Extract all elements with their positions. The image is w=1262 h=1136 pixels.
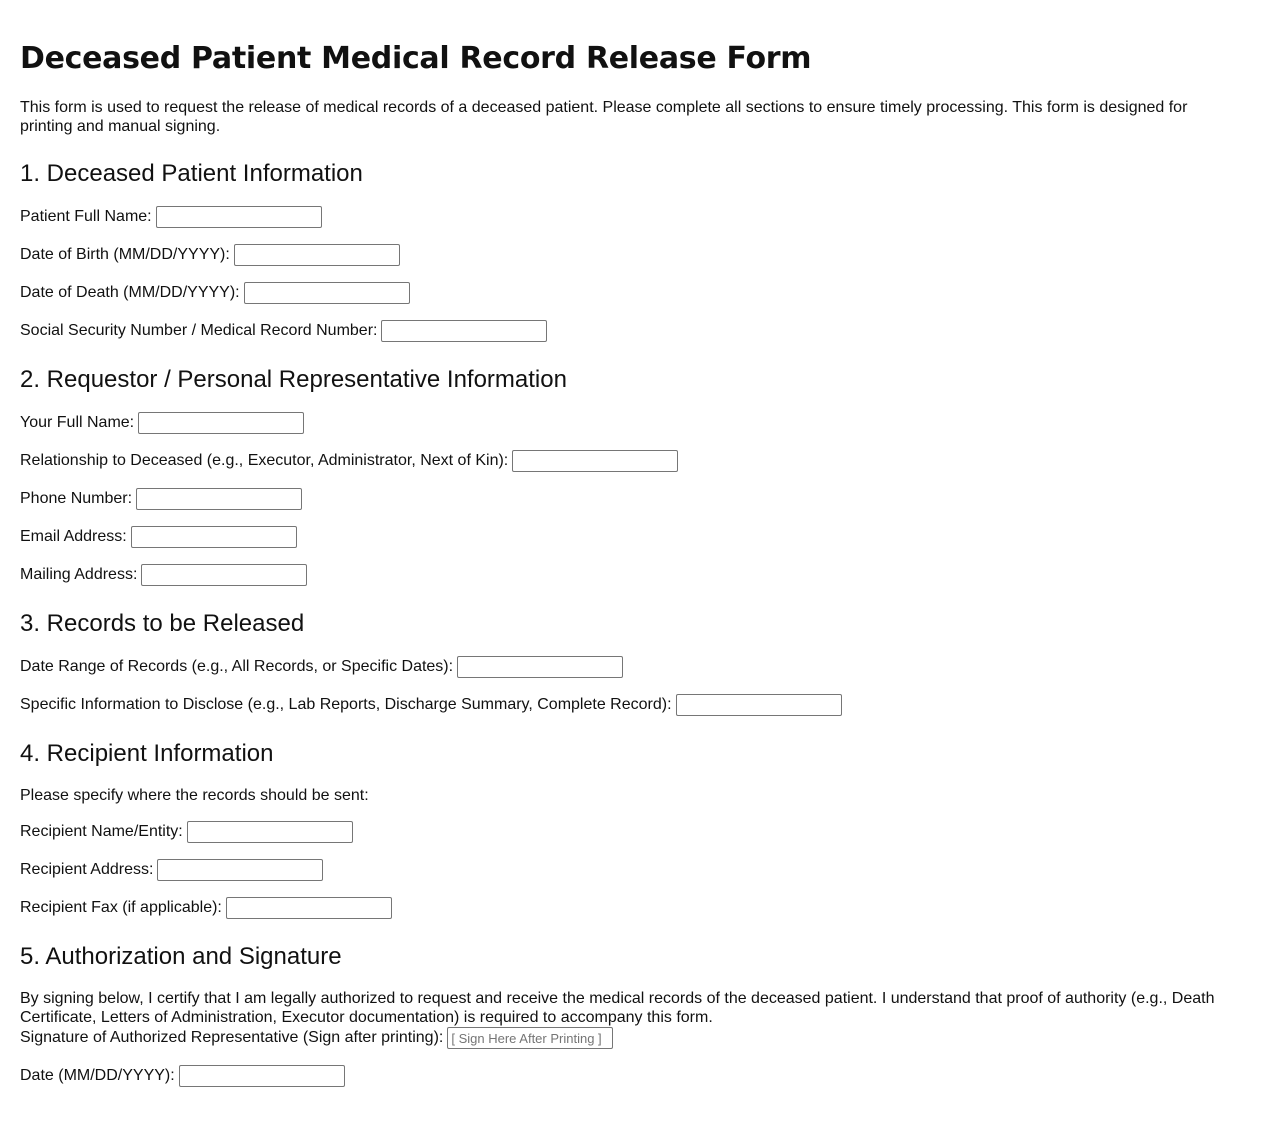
section-heading-requestor: 2. Requestor / Personal Representative Information (20, 366, 567, 393)
dod-label: Date of Death (MM/DD/YYYY): (20, 284, 240, 301)
requestor-name-input[interactable] (138, 412, 304, 434)
section-records (20, 610, 1242, 716)
patient-name-input[interactable] (156, 206, 322, 228)
recipient-name-input[interactable] (187, 821, 353, 843)
recipient-fax-input[interactable] (226, 897, 392, 919)
field-row-date-range (20, 656, 1242, 678)
section-requestor-info (20, 366, 1242, 586)
specific-info-label: Specific Information to Disclose (e.g., Lab Reports, Discharge Summary, Complete Record): (20, 696, 672, 713)
dob-input[interactable] (234, 244, 400, 266)
sign-date-input[interactable] (179, 1065, 345, 1087)
recipient-fax-label: Recipient Fax (if applicable): (20, 899, 222, 916)
field-row-dob (20, 244, 1242, 266)
email-label: Email Address: (20, 528, 127, 545)
recipient-name-label: Recipient Name/Entity: (20, 823, 183, 840)
field-row-recipient-name (20, 821, 1242, 843)
section-heading-recipient: 4. Recipient Information (20, 740, 274, 767)
recipient-note: Please specify where the records should be sent: (20, 787, 369, 804)
requestor-name-label: Your Full Name: (20, 414, 135, 431)
field-row-phone (20, 488, 1242, 510)
date-range-input[interactable] (457, 656, 623, 678)
phone-label: Phone Number: (20, 490, 133, 507)
field-row-recipient-address (20, 859, 1242, 881)
section-heading-patient: 1. Deceased Patient Information (20, 160, 363, 187)
field-row-patient-name (20, 206, 1242, 228)
section-recipient (20, 740, 1242, 919)
section-authorization (20, 943, 1242, 1087)
field-row-sign-date (20, 1065, 1242, 1087)
mailing-label: Mailing Address: (20, 566, 138, 583)
authorization-statement: By signing below, I certify that I am legally authorized to request and receive the medical records of the deceased patient. I understand that proof of authority (e.g., Death Certificate, Letters of Administration, Executor documentation) is required to accompany this form. (20, 990, 1215, 1026)
sign-date-label: Date (MM/DD/YYYY): (20, 1067, 175, 1084)
ssn-mrn-input[interactable] (381, 320, 547, 342)
section-patient-info (20, 160, 1242, 342)
section-heading-records: 3. Records to be Released (20, 610, 305, 637)
relationship-label: Relationship to Deceased (e.g., Executor, Administrator, Next of Kin): (20, 452, 509, 469)
email-input[interactable] (131, 526, 297, 548)
specific-info-input[interactable] (676, 694, 842, 716)
signature-label: Signature of Authorized Representative (Sign after printing): (20, 1029, 444, 1046)
field-row-recipient-fax (20, 897, 1242, 919)
field-row-signature (20, 1027, 1242, 1049)
dob-label: Date of Birth (MM/DD/YYYY): (20, 246, 230, 263)
field-row-dod (20, 282, 1242, 304)
patient-name-label: Patient Full Name: (20, 208, 152, 225)
relationship-input[interactable] (512, 450, 678, 472)
ssn-mrn-label: Social Security Number / Medical Record Number: (20, 322, 378, 339)
recipient-address-input[interactable] (157, 859, 323, 881)
section-heading-authorization: 5. Authorization and Signature (20, 943, 342, 970)
mailing-input[interactable] (141, 564, 307, 586)
field-row-specific-info (20, 694, 1242, 716)
field-row-email (20, 526, 1242, 548)
field-row-ssn-mrn (20, 320, 1242, 342)
field-row-mailing (20, 564, 1242, 586)
dod-input[interactable] (244, 282, 410, 304)
field-row-requestor-name (20, 412, 1242, 434)
field-row-relationship (20, 450, 1242, 472)
page-title: Deceased Patient Medical Record Release Form (20, 41, 812, 76)
recipient-address-label: Recipient Address: (20, 861, 154, 878)
intro-text: This form is used to request the release of medical records of a deceased patient. Please complete all sections to ensure timely processing. This form is designed for printing and manual signing. (20, 99, 1188, 135)
signature-input[interactable] (447, 1027, 613, 1049)
phone-input[interactable] (136, 488, 302, 510)
date-range-label: Date Range of Records (e.g., All Records, or Specific Dates): (20, 658, 454, 675)
